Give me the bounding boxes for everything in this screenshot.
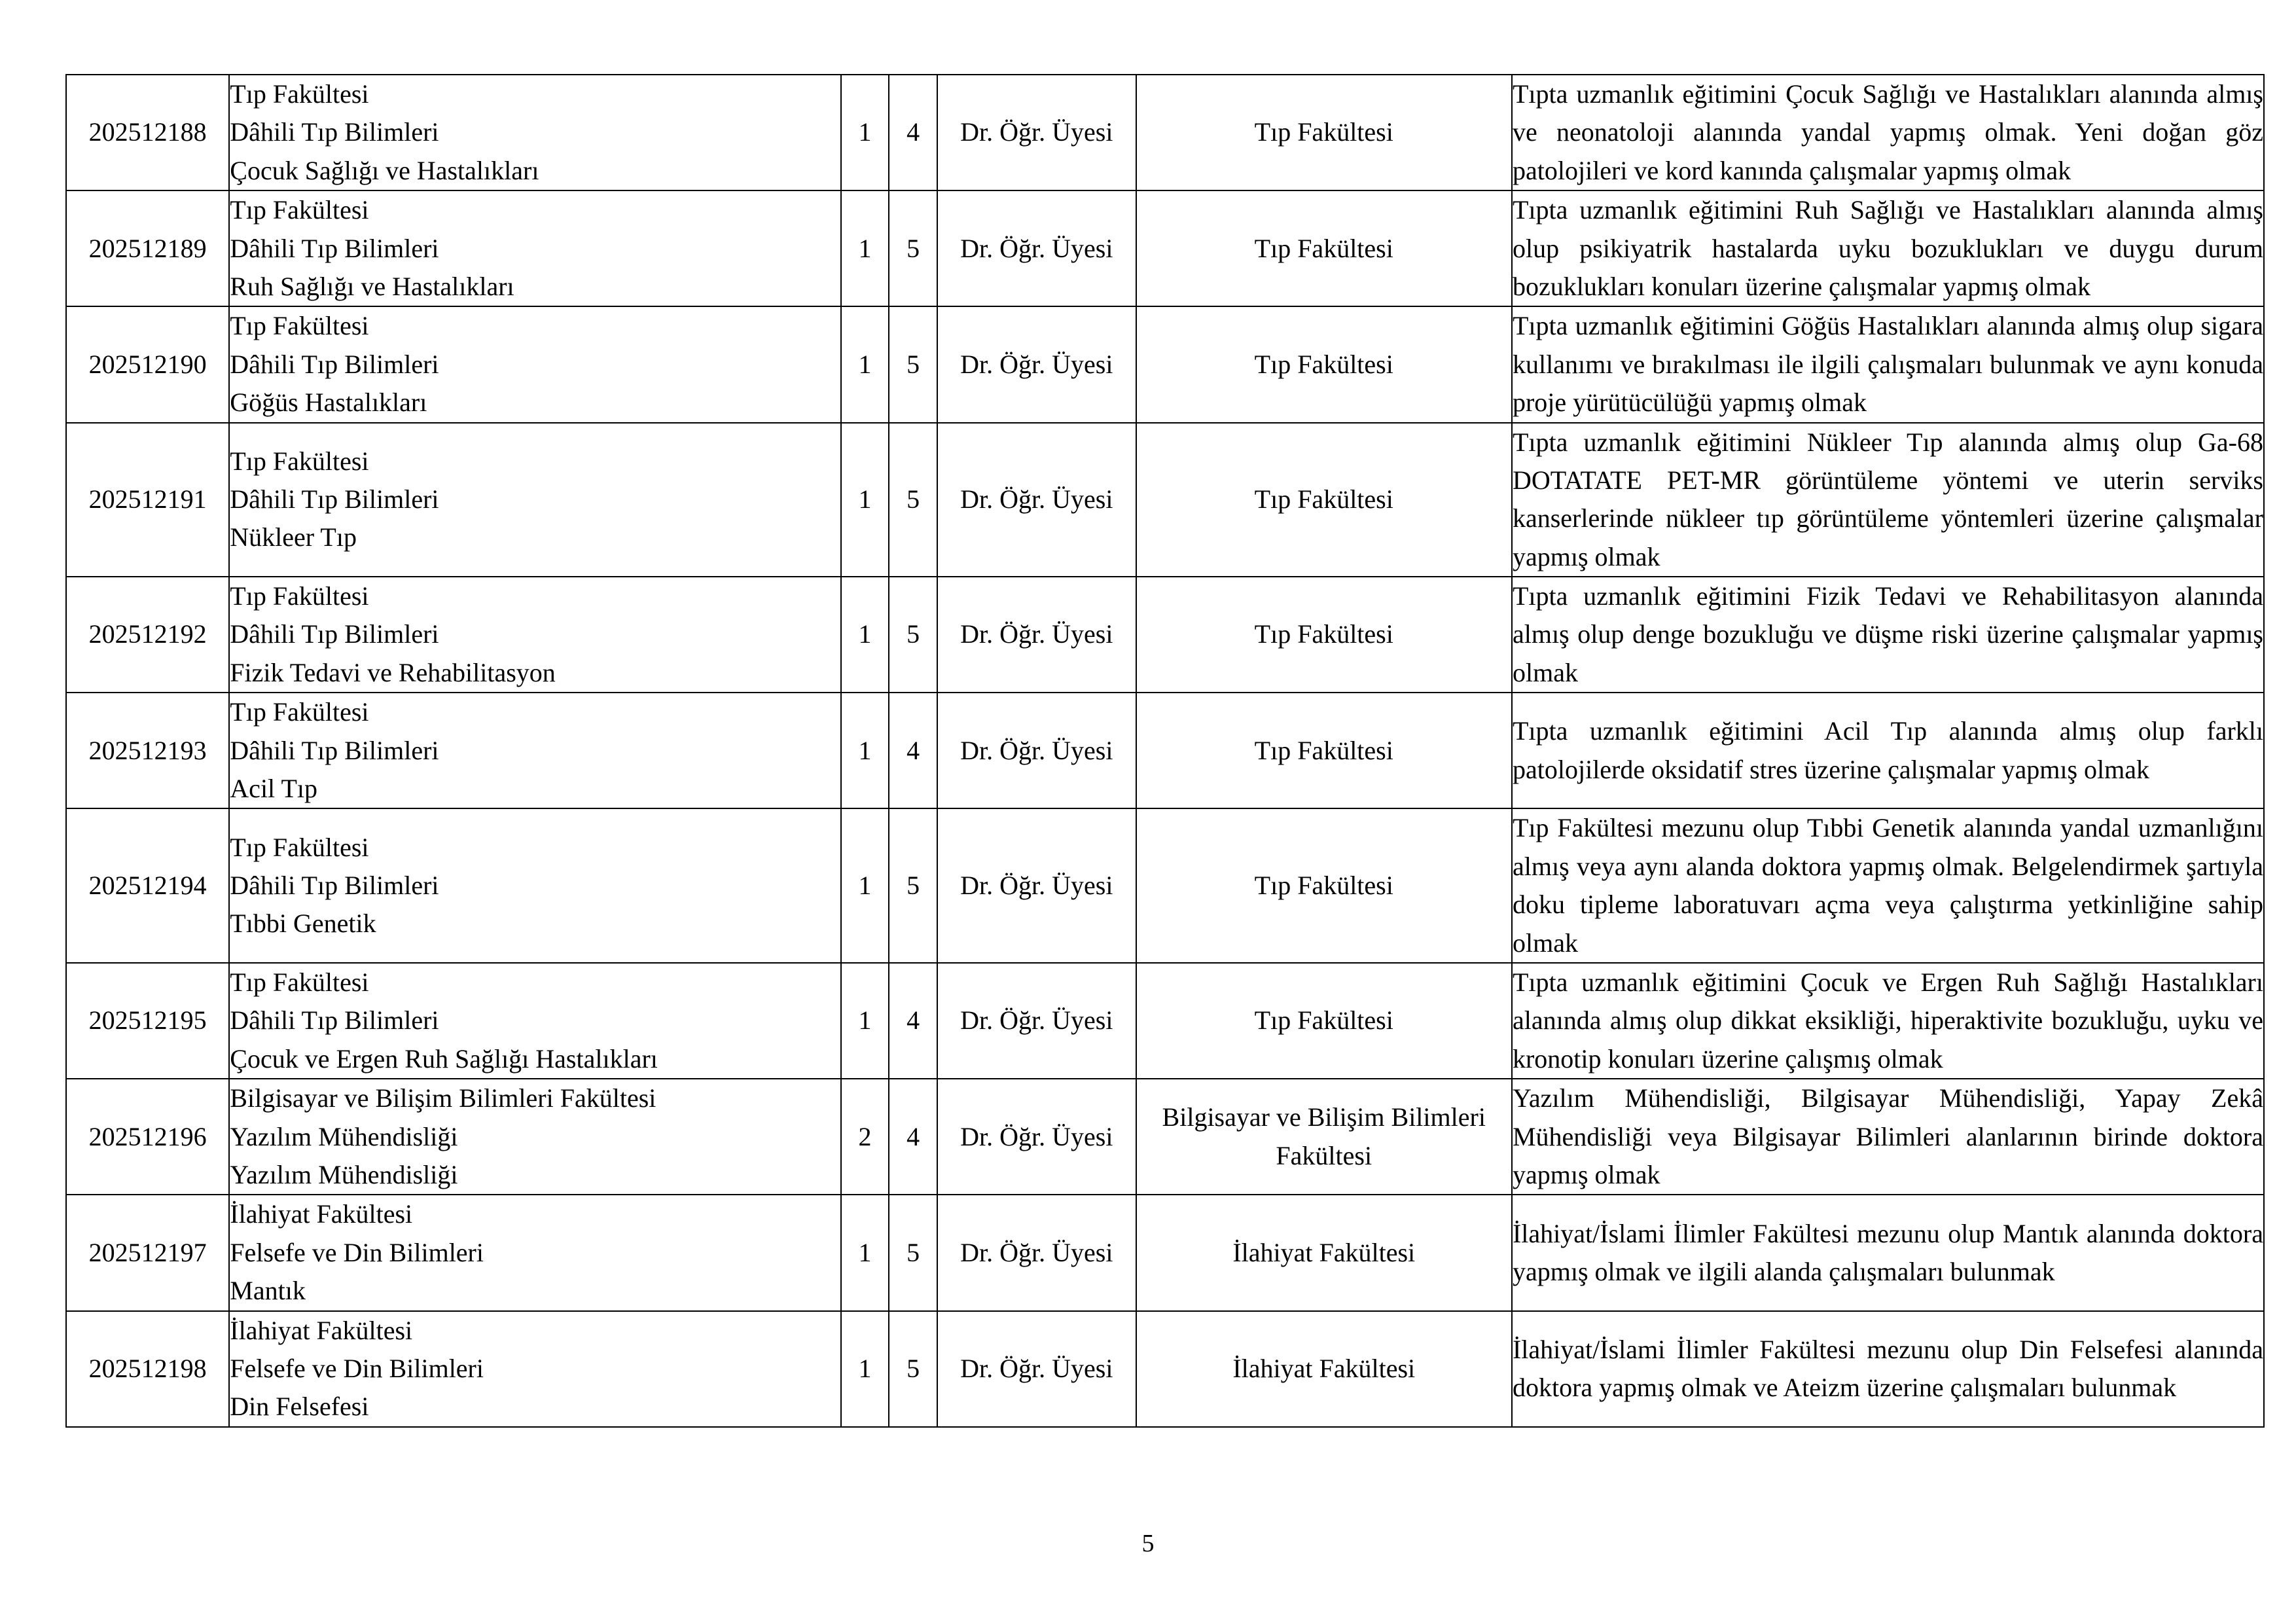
unit-line: Yazılım Mühendisliği xyxy=(230,1121,458,1151)
cell-degree: 5 xyxy=(889,190,937,306)
required-conditions-text: Tıpta uzmanlık eğitimini Nükleer Tıp alanında almış olup Ga-68 DOTATATE PET-MR görüntüleme yöntemi ve uterin serviks kanserlerinde nükleer tıp görüntüleme yöntemleri üzerine çalışmalar yapmış olmak xyxy=(1512,427,2263,571)
unit-line: Dâhili Tıp Bilimleri xyxy=(230,619,439,649)
cell-unit-department xyxy=(229,963,840,1079)
unit-line: Tıbbi Genetik xyxy=(230,909,376,939)
cell-unit-department xyxy=(229,693,840,808)
cell-required-conditions xyxy=(1512,963,2264,1079)
cell-unit-department xyxy=(229,306,840,422)
cell-assignment-faculty: Tıp Fakültesi xyxy=(1136,75,1512,190)
unit-line: Ruh Sağlığı ve Hastalıkları xyxy=(230,271,514,301)
unit-line: Tıp Fakültesi xyxy=(230,311,369,341)
unit-line: İlahiyat Fakültesi xyxy=(230,1199,413,1229)
cell-position-count: 1 xyxy=(841,577,889,693)
cell-position-count: 1 xyxy=(841,306,889,422)
cell-unit-department xyxy=(229,1311,840,1427)
unit-line: Çocuk Sağlığı ve Hastalıkları xyxy=(230,155,539,185)
unit-line: Tıp Fakültesi xyxy=(230,195,369,225)
cell-announcement-id: 202512194 xyxy=(66,808,229,963)
table-row xyxy=(66,693,2264,808)
page-number: 5 xyxy=(1141,1530,1155,1557)
positions-table xyxy=(65,74,2265,1428)
cell-unit-department xyxy=(229,190,840,306)
unit-line: Felsefe ve Din Bilimleri xyxy=(230,1237,484,1267)
cell-academic-title: Dr. Öğr. Üyesi xyxy=(937,693,1136,808)
unit-line: Tıp Fakültesi xyxy=(230,697,369,727)
cell-degree: 5 xyxy=(889,808,937,963)
cell-unit-department xyxy=(229,423,840,577)
cell-announcement-id: 202512188 xyxy=(66,75,229,190)
table-row xyxy=(66,1311,2264,1427)
required-conditions-text: Tıpta uzmanlık eğitimini Acil Tıp alanında almış olup farklı patolojilerde oksidatif stres üzerine çalışmalar yapmış olmak xyxy=(1512,716,2263,784)
cell-degree: 4 xyxy=(889,693,937,808)
cell-assignment-faculty: İlahiyat Fakültesi xyxy=(1136,1311,1512,1427)
unit-line: Fizik Tedavi ve Rehabilitasyon xyxy=(230,657,556,687)
table-row xyxy=(66,808,2264,963)
cell-academic-title: Dr. Öğr. Üyesi xyxy=(937,963,1136,1079)
cell-announcement-id: 202512195 xyxy=(66,963,229,1079)
unit-line: Tıp Fakültesi xyxy=(230,79,369,109)
cell-announcement-id: 202512198 xyxy=(66,1311,229,1427)
cell-announcement-id: 202512197 xyxy=(66,1195,229,1310)
cell-academic-title: Dr. Öğr. Üyesi xyxy=(937,1195,1136,1310)
cell-degree: 4 xyxy=(889,963,937,1079)
cell-assignment-faculty: İlahiyat Fakültesi xyxy=(1136,1195,1512,1310)
cell-academic-title: Dr. Öğr. Üyesi xyxy=(937,1079,1136,1195)
cell-degree: 5 xyxy=(889,577,937,693)
cell-degree: 5 xyxy=(889,1311,937,1427)
unit-line: Tıp Fakültesi xyxy=(230,967,369,997)
cell-announcement-id: 202512192 xyxy=(66,577,229,693)
cell-required-conditions xyxy=(1512,190,2264,306)
required-conditions-text: İlahiyat/İslami İlimler Fakültesi mezunu olup Din Felsefesi alanında doktora yapmış olmak ve Ateizm üzerine çalışmaları bulunmak xyxy=(1512,1334,2263,1403)
cell-required-conditions xyxy=(1512,1079,2264,1195)
cell-position-count: 1 xyxy=(841,963,889,1079)
cell-degree: 5 xyxy=(889,423,937,577)
cell-announcement-id: 202512191 xyxy=(66,423,229,577)
cell-position-count: 1 xyxy=(841,1311,889,1427)
cell-degree: 5 xyxy=(889,1195,937,1310)
cell-position-count: 2 xyxy=(841,1079,889,1195)
unit-line: Dâhili Tıp Bilimleri xyxy=(230,233,439,263)
unit-line: Dâhili Tıp Bilimleri xyxy=(230,871,439,900)
cell-academic-title: Dr. Öğr. Üyesi xyxy=(937,75,1136,190)
cell-assignment-faculty: Tıp Fakültesi xyxy=(1136,577,1512,693)
cell-announcement-id: 202512189 xyxy=(66,190,229,306)
cell-degree: 4 xyxy=(889,75,937,190)
cell-assignment-faculty: Bilgisayar ve Bilişim Bilimleri Fakültesi xyxy=(1136,1079,1512,1195)
cell-required-conditions xyxy=(1512,693,2264,808)
cell-unit-department xyxy=(229,1079,840,1195)
table-row xyxy=(66,1195,2264,1310)
table-row xyxy=(66,1079,2264,1195)
table-row xyxy=(66,577,2264,693)
unit-line: Dâhili Tıp Bilimleri xyxy=(230,117,439,147)
cell-degree: 5 xyxy=(889,306,937,422)
unit-line: Bilgisayar ve Bilişim Bilimleri Fakültesi xyxy=(230,1083,656,1113)
cell-assignment-faculty: Tıp Fakültesi xyxy=(1136,423,1512,577)
positions-table-container xyxy=(65,74,2265,1428)
required-conditions-text: Tıpta uzmanlık eğitimini Fizik Tedavi ve Rehabilitasyon alanında almış olup denge bozukluğu ve düşme riski üzerine çalışmalar yapmış olmak xyxy=(1512,581,2263,687)
unit-line: Felsefe ve Din Bilimleri xyxy=(230,1353,484,1383)
unit-line: Mantık xyxy=(230,1276,306,1306)
table-row xyxy=(66,963,2264,1079)
cell-unit-department xyxy=(229,1195,840,1310)
cell-unit-department xyxy=(229,577,840,693)
cell-academic-title: Dr. Öğr. Üyesi xyxy=(937,1311,1136,1427)
table-row xyxy=(66,423,2264,577)
cell-academic-title: Dr. Öğr. Üyesi xyxy=(937,190,1136,306)
table-row xyxy=(66,306,2264,422)
required-conditions-text: Tıpta uzmanlık eğitimini Ruh Sağlığı ve Hastalıkları alanında almış olup psikiyatrik hastalarda uyku bozuklukları ve duygu durum bozuklukları konuları üzerine çalışmalar yapmış olmak xyxy=(1512,195,2263,301)
unit-line: Göğüs Hastalıkları xyxy=(230,388,427,418)
cell-assignment-faculty: Tıp Fakültesi xyxy=(1136,808,1512,963)
cell-unit-department xyxy=(229,75,840,190)
required-conditions-text: Tıpta uzmanlık eğitimini Göğüs Hastalıkları alanında almış olup sigara kullanımı ve bırakılması ile ilgili çalışmaları bulunmak ve aynı konuda proje yürütücülüğü yapmış olmak xyxy=(1512,311,2263,418)
unit-line: Dâhili Tıp Bilimleri xyxy=(230,349,439,379)
required-conditions-text: Tıp Fakültesi mezunu olup Tıbbi Genetik alanında yandal uzmanlığını almış veya aynı alanda doktora yapmış olmak. Belgelendirmek şartıyla doku tipleme laboratuvarı açma veya çalıştırma yetkinliğine sahip olmak xyxy=(1512,813,2263,958)
required-conditions-text: Tıpta uzmanlık eğitimini Çocuk ve Ergen Ruh Sağlığı Hastalıkları alanında almış olup dikkat eksikliği, hiperaktivite bozukluğu, uyku ve kronotip konuları üzerine çalışmış olmak xyxy=(1512,967,2263,1074)
cell-required-conditions xyxy=(1512,75,2264,190)
unit-line: Tıp Fakültesi xyxy=(230,581,369,611)
cell-academic-title: Dr. Öğr. Üyesi xyxy=(937,808,1136,963)
cell-assignment-faculty: Tıp Fakültesi xyxy=(1136,693,1512,808)
cell-required-conditions xyxy=(1512,1311,2264,1427)
cell-required-conditions xyxy=(1512,808,2264,963)
required-conditions-text: İlahiyat/İslami İlimler Fakültesi mezunu olup Mantık alanında doktora yapmış olmak ve ilgili alanda çalışmaları bulunmak xyxy=(1512,1218,2263,1286)
cell-position-count: 1 xyxy=(841,75,889,190)
cell-academic-title: Dr. Öğr. Üyesi xyxy=(937,423,1136,577)
table-row xyxy=(66,75,2264,190)
cell-academic-title: Dr. Öğr. Üyesi xyxy=(937,577,1136,693)
cell-announcement-id: 202512196 xyxy=(66,1079,229,1195)
cell-required-conditions xyxy=(1512,423,2264,577)
unit-line: Dâhili Tıp Bilimleri xyxy=(230,735,439,765)
cell-position-count: 1 xyxy=(841,1195,889,1310)
unit-line: Tıp Fakültesi xyxy=(230,832,369,862)
unit-line: İlahiyat Fakültesi xyxy=(230,1315,413,1345)
cell-position-count: 1 xyxy=(841,423,889,577)
cell-assignment-faculty: Tıp Fakültesi xyxy=(1136,190,1512,306)
cell-academic-title: Dr. Öğr. Üyesi xyxy=(937,306,1136,422)
cell-degree: 4 xyxy=(889,1079,937,1195)
unit-line: Tıp Fakültesi xyxy=(230,446,369,476)
table-row xyxy=(66,190,2264,306)
table-body xyxy=(66,75,2264,1427)
cell-position-count: 1 xyxy=(841,693,889,808)
cell-assignment-faculty: Tıp Fakültesi xyxy=(1136,963,1512,1079)
unit-line: Dâhili Tıp Bilimleri xyxy=(230,484,439,514)
cell-required-conditions xyxy=(1512,1195,2264,1310)
cell-position-count: 1 xyxy=(841,190,889,306)
cell-announcement-id: 202512193 xyxy=(66,693,229,808)
required-conditions-text: Yazılım Mühendisliği, Bilgisayar Mühendisliği, Yapay Zekâ Mühendisliği veya Bilgisayar Bilimleri alanlarının birinde doktora yapmış olmak xyxy=(1512,1083,2263,1189)
unit-line: Dâhili Tıp Bilimleri xyxy=(230,1005,439,1036)
required-conditions-text: Tıpta uzmanlık eğitimini Çocuk Sağlığı ve Hastalıkları alanında almış ve neonatoloji alanında yandal yapmış olmak. Yeni doğan göz patolojileri ve kord kanında çalışmalar yapmış olmak xyxy=(1512,79,2263,185)
unit-line: Yazılım Mühendisliği xyxy=(230,1159,458,1189)
cell-position-count: 1 xyxy=(841,808,889,963)
cell-unit-department xyxy=(229,808,840,963)
cell-announcement-id: 202512190 xyxy=(66,306,229,422)
unit-line: Çocuk ve Ergen Ruh Sağlığı Hastalıkları xyxy=(230,1043,658,1074)
unit-line: Din Felsefesi xyxy=(230,1392,369,1422)
cell-required-conditions xyxy=(1512,306,2264,422)
unit-line: Acil Tıp xyxy=(230,774,317,804)
unit-line: Nükleer Tıp xyxy=(230,522,357,552)
cell-required-conditions xyxy=(1512,577,2264,693)
cell-assignment-faculty: Tıp Fakültesi xyxy=(1136,306,1512,422)
